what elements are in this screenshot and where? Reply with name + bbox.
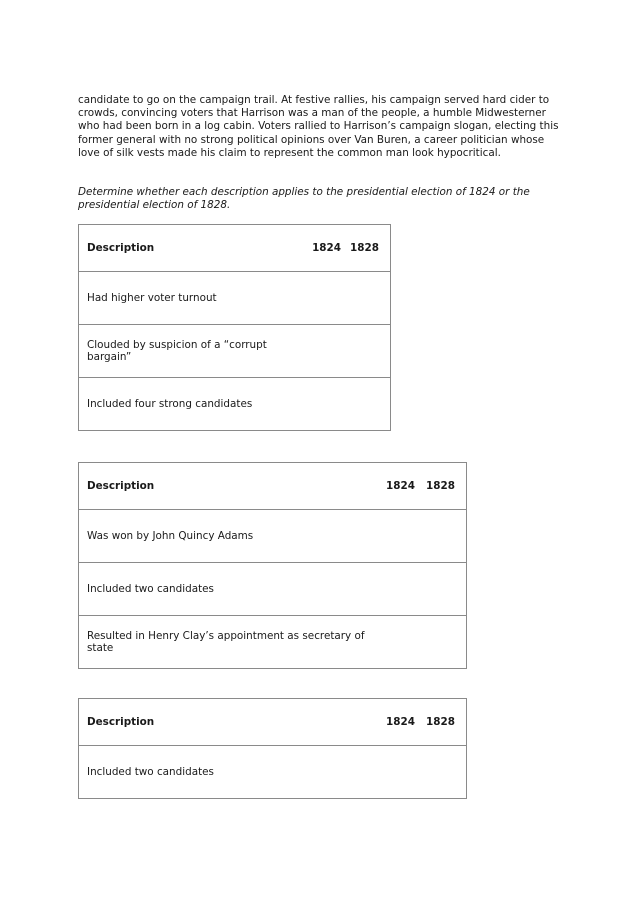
- election-table-1: [78, 224, 391, 431]
- choice-cell-1828[interactable]: [342, 272, 390, 325]
- header-year-1824: 1824: [312, 242, 341, 254]
- row-description: Included two candidates: [79, 563, 379, 616]
- choice-cell-1828[interactable]: [342, 325, 390, 378]
- row-description: Was won by John Quincy Adams: [79, 510, 379, 563]
- table-header-row: [79, 463, 467, 510]
- table-row: [79, 616, 467, 669]
- choice-cell-1824[interactable]: [378, 746, 418, 799]
- table-row: [79, 272, 391, 325]
- header-year-1824: 1824: [386, 480, 415, 492]
- row-description: Had higher voter turnout: [79, 272, 305, 325]
- choice-cell-1824[interactable]: [378, 616, 418, 669]
- choice-cell-1824[interactable]: [304, 325, 342, 378]
- table-row: [79, 563, 467, 616]
- table-row: [79, 510, 467, 563]
- header-year-1828: 1828: [426, 480, 455, 492]
- choice-cell-1828[interactable]: [418, 510, 466, 563]
- election-table-2: [78, 462, 467, 669]
- choice-cell-1824[interactable]: [378, 510, 418, 563]
- table-header-row: [79, 225, 391, 272]
- choice-cell-1828[interactable]: [342, 378, 390, 431]
- row-description: Included four strong candidates: [79, 378, 305, 431]
- table-row: [79, 746, 467, 799]
- election-table-3: [78, 698, 467, 799]
- table-row: [79, 378, 391, 431]
- header-year-1824: 1824: [386, 716, 415, 728]
- choice-cell-1824[interactable]: [304, 272, 342, 325]
- table-header-row: [79, 699, 467, 746]
- choice-cell-1828[interactable]: [418, 616, 466, 669]
- row-description: Clouded by suspicion of a “corrupt bargain”: [79, 325, 305, 378]
- header-year-1828: 1828: [350, 242, 379, 254]
- choice-cell-1824[interactable]: [304, 378, 342, 431]
- header-description: Description: [87, 242, 155, 254]
- choice-cell-1828[interactable]: [418, 563, 466, 616]
- choice-cell-1824[interactable]: [378, 563, 418, 616]
- header-description: Description: [87, 716, 155, 728]
- instructions-text: Determine whether each description applies to the presidential election of 1824 or the presidential election of 1828.: [78, 186, 530, 212]
- header-year-1828: 1828: [426, 716, 455, 728]
- header-description: Description: [87, 480, 155, 492]
- table-row: [79, 325, 391, 378]
- row-description: Included two candidates: [79, 746, 379, 799]
- choice-cell-1828[interactable]: [418, 746, 466, 799]
- row-description: Resulted in Henry Clay’s appointment as secretary of state: [79, 616, 379, 669]
- body-paragraph: candidate to go on the campaign trail. At festive rallies, his campaign served hard cider to crowds, convincing voters that Harrison was a man of the people, a humble Midwesterner who had been born in a log cabin. Voters rallied to Harrison’s campaign slogan, electing this former general with no strong political opinions over Van Buren, a career politician whose love of silk vests made his claim to represent the common man look hypocritical.: [78, 94, 559, 159]
